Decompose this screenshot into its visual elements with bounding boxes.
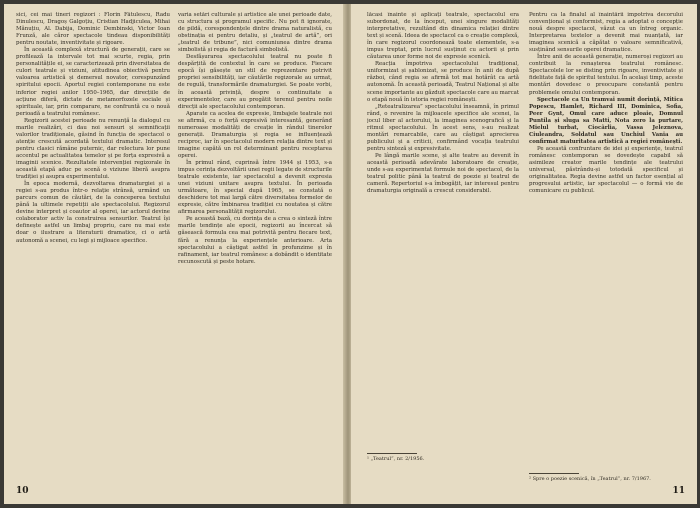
- paragraph: lăcasi înainte și aplicați teatrale, spectacolul era subordonat, de la început, unei singure modalități interpretative, rezultând din dinamica relației dintre text și scenă. Ideea de spectacol ca o creație complexă, în care regizorul coordonează toate elementele, s-a impus treptat, prin lucrul susținut cu actorii și prin căutarea unor forme noi de expresie scenică.: [367, 12, 519, 61]
- paragraph: Pentru ca la finalul al înaintării impotriva decorului convențional și conformist, regia a adoptat o concepție nouă despre spectacol, văzut ca un întreg organic. Interpretarea textelor a devenit mai nuanțată, iar imaginea scenică a căpătat o valoare semnificativă, susținând sensurile operei dramatice.: [529, 12, 683, 54]
- paragraph: Reacția împotriva spectacolului tradițional, uniformizat și șablonizat, se produce în anii de după război, când regia se afirmă tot mai hotărât ca artă autonomă. În această perioadă, Teatrul Național și alte scene importante au găzduit spectacole care au marcat o etapă nouă în istoria regiei românești.: [367, 61, 519, 103]
- left-page: [4, 4, 347, 504]
- paragraph: Pe această bază, cu dorința de a crea o sinteză între marile tendințe ale epocii, regizorii au încercat să găsească formula cea mai potrivită pentru fiecare text, fără a renunța la experiențele anterioare. Arta spectacolului a câștigat astfel în profunzime și în rafinament, iar teatrul românesc a dobândit o identitate recunoscută și peste hotare.: [178, 216, 332, 265]
- footnote-left: [367, 450, 519, 463]
- paragraph: Regizorii acestei perioade nu renunță la dialogul cu marile realizări, ci dau noi sensuri și semnificații valorilor tradiționale, găsind în funcția de spectacol o atenție crescută acordată textului dramatic. Interesul pentru clasici rămâne puternic, dar relectura lor pune accentul pe actualitatea temelor și pe forța expresivă a imaginii scenice. Rezultatele intervenției regizorale în această etapă aduc pe scenă o viziune liberă asupra tradiției și asupra experimentului.: [16, 117, 170, 181]
- paragraph: sici, cei mai tineri regizori : Florin Fătulescu, Radu Dinulescu, Dragoș Galgoțiu, Cristian Hadjiculea, Mihai Mănuțiu, Al. Dabija, Dominic Dembinski, Victor Ioan Frunză, ale căror spectacole tindeau disponibilități pentru noutate, inventivitate și rigoare.: [16, 12, 170, 47]
- footnote-text: ¹ „Teatrul”, nr. 2/1956.: [367, 456, 425, 462]
- left-column-1: [16, 12, 170, 468]
- left-column-2: [178, 12, 332, 468]
- paragraph: „Reteatralizarea” spectacolului înseamnă, în primul rând, o revenire la mijloacele specifice ale scenei, la jocul liber al actorului, la imaginea scenografică și la ritmul spectacolului. În acest sens, s-au realizat montări remarcabile, care au câștigat aprecierea publicului și a criticii, confirmând vocația teatrului pentru sinteză și expresivitate.: [367, 103, 519, 152]
- paragraph-play-titles: Spectacole ca Un tramvai numit dorință, Mitica Popescu, Hamlet, Richard III, Dominica, Sofia, Peer Gynt, Omul care aduce ploaie, Domnul Puntila și sluga sa Matti, Nota zero la purtare, Mielul turbat, Ciocârlia, Vassa Jeleznova, Ciuleandra, Soldatul sau Unchiul Vania au confirmat maturitatea artistică a regiei românești.: [529, 96, 683, 145]
- paragraph: Desfășurarea spectacolului teatral nu poate fi despărțită de contextul în care se produce. Fiecare epocă își găsește un stil de reprezentare potrivit propriei sensibilități, iar căutările regizorale au urmat, de regulă, transformările dramaturgiei. Se poate vorbi, în această privință, despre o continuitate a experimentelor, care au pregătit terenul pentru noile direcții ale spectacolului contemporan.: [178, 54, 332, 110]
- paragraph: În această complexă structură de generații, care se profilează la intervale tot mai scurte, regia, prin personalitățile ei, se caracterizează prin diversitatea de culori teatrale și viziuni, atitudinea obiectivă pentru valoarea artistică și demersul novator, corespunzând spiritului epocii. Aportul regiei contemporane nu este inferior regiei anilor 1950–1965, dar direcțiile de acțiune diferă, dictate de metamorfozele sociale și spirituale, iar, prin comparare, ne confruntă cu o nouă perioadă a teatrului românesc.: [16, 47, 170, 117]
- footnote-text: ² Spre o poezie scenică, în „Teatrul”, nr. 7/1967.: [529, 476, 651, 482]
- footnote-rule: [529, 473, 579, 474]
- paragraph: În epoca modernă, dezvoltarea dramaturgiei și a regiei s-au produs într-o relație strânsă, urmând un parcurs comun de căutări, de la conceperea textului până la ultimele repetiții ale spectacolului. Regizorul devine interpret și coautor al operei, iar actorul devine colaborator activ la construirea sensurilor. Teatrul își definește astfel un limbaj propriu, care nu mai este doar o ilustrare a literaturii dramatice, ci o artă autonomă a scenei, cu legi și mijloace specifice.: [16, 181, 170, 244]
- footnote-rule: [367, 453, 417, 454]
- paragraph: Aparate ca acelea de expresie, limbajele teatrale noi se afirmă, cu o forță expresivă interesantă, generând numeroase modalități de creație în rândul tinerelor generații. Dramaturgia și regia se influențează reciproc, iar în spectacolul modern relația dintre text și imagine capătă un rol determinant pentru receptarea operei.: [178, 110, 332, 159]
- page-number: 10: [16, 486, 29, 496]
- right-column-1: [367, 12, 519, 442]
- footnote-right: [529, 470, 681, 483]
- paragraph: Între anii de această generație, numeroși regizori au contribuit la renașterea teatrului românesc. Spectacolele lor se disting prin rigoare, inventivitate și fidelitate față de spiritul textului. În același timp, aceste montări dovedesc o preocupare constantă pentru problemele omului contemporan.: [529, 54, 683, 96]
- paragraph: Pe lângă marile scene, și alte teatre au devenit în această perioadă adevărate laboratoare de creație, unde s-au experimentat formule noi de spectacol, de la teatrul politic până la teatrul de poezie și teatrul de cameră. Repertoriul s-a îmbogățit, iar interesul pentru dramaturgia originală a crescut considerabil.: [367, 152, 519, 195]
- page-number: 11: [672, 486, 685, 496]
- right-column-2: [529, 12, 683, 468]
- paragraph: Pe această confruntare de idei și experiențe, teatrul românesc contemporan se dovedește capabil să asimileze creator marile tendințe ale teatrului universal, păstrându-și totodată specificul și originalitatea. Regia devine astfel un factor esențial al progresului artistic, iar spectacolul — o formă vie de comunicare cu publicul.: [529, 145, 683, 195]
- paragraph: În primul rând, cuprinsă între 1944 și 1953, s-a impus cerința dezvoltării unei regii legate de structurile teatrale existente, iar spectacolul a devenit expresia unei viziuni unitare asupra textului. În perioada următoare, în special după 1965, se constată o deschidere tot mai largă către diversitatea formelor de expresie, către îmbinarea tradiției cu noutatea și către afirmarea personalității regizorului.: [178, 159, 332, 216]
- right-page: [350, 4, 697, 504]
- paragraph: varia setări culturale și artistice ale unei perioade date, cu structura și programul specific. Nu pot fi ignorate, de pildă, corespondențele dintre drama naturalistă, cu obstinația ei pentru detaliu, și „teatrul de artă”, ori „teatrul de tribune”, nici comuniunea dintre drama simbolistă și regia de factură simbolistă.: [178, 12, 332, 54]
